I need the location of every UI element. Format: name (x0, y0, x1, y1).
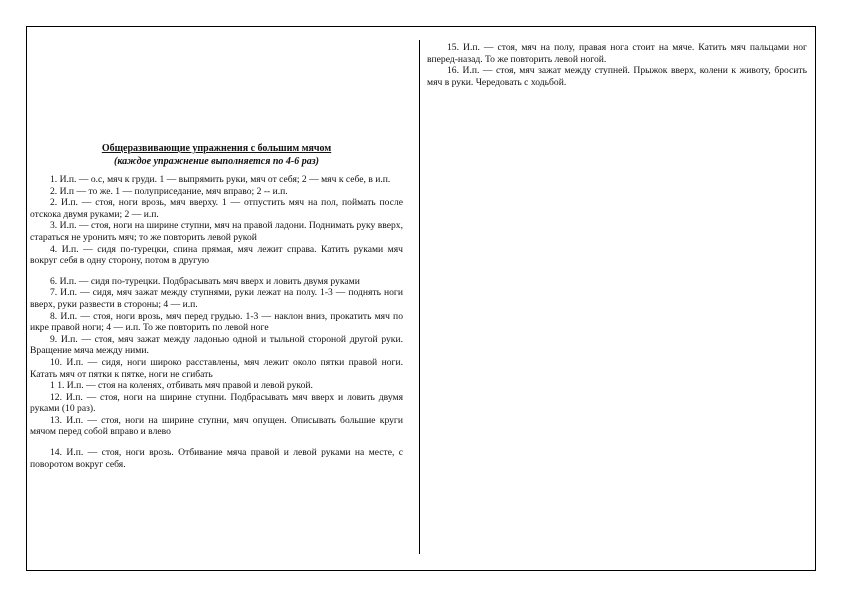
document-title: Общеразвивающие упражнения с большим мячом (101, 143, 332, 154)
exercise-item: 4. И.п. — сидя по-турецки, спина прямая, мяч лежит справа. Катить руками мяч вокруг себя в одну сторону, потом в другую (30, 243, 403, 267)
exercise-item: 16. И.п. — стоя, мяч зажат между ступней. Прыжок вверх, колени к животу, бросить мяч в руки. Чередовать с ходьбой. (427, 65, 807, 88)
exercise-item: 3. И.п. — стоя, ноги на ширине ступни, мяч на правой ладони. Поднимать руку вверх, стараться не уронить мяч; то же повторить левой рукой (30, 220, 403, 243)
left-column (30, 142, 403, 470)
exercise-item: 8. И.п. — стоя, ноги врозь, мяч перед грудью. 1-3 — наклон вниз, прокатить мяч по икре правой ноги; 4 — и.п. То же повторить по левой ноге (30, 310, 403, 334)
exercise-item: 13. И.п. — стоя, ноги на ширине ступни, мяч опущен. Описывать большие круги мячом перед собой вправо и влево (30, 414, 403, 438)
document-subtitle: (каждое упражнение выполняется по 4-6 раз) (114, 156, 319, 167)
exercise-item: 2. И.п. — стоя, ноги врозь, мяч вверху. 1 — отпустить мяч на пол, поймать после отскока двумя руками; 2 — и.п. (30, 197, 403, 220)
column-divider (419, 40, 420, 554)
exercise-item: 1. И.п. — о.с, мяч к груди. 1 — выпрямить руки, мяч от себя; 2 — мяч к себе, в и.п. (50, 174, 391, 185)
exercise-item: 1 1. И.п. — стоя на коленях, отбивать мяч правой и левой рукой. (50, 380, 313, 392)
exercise-item: 2. И.п — то же. 1 — полуприседание, мяч вправо; 2 -- и.п. (50, 185, 288, 197)
exercise-item: 10. И.п. — сидя, ноги широко расставлены, мяч лежит около пятки правой ноги. Катать мяч от пятки к пятке, ноги не сгибать (30, 356, 403, 380)
exercise-item: 9. И.п. — стоя, мяч зажат между ладонью одной и тыльной стороной другой руки. Вращение мяча между ними. (30, 333, 403, 357)
exercise-item: 6. И.п. — сидя по-турецки. Подбрасывать мяч вверх и ловить двумя руками (50, 275, 360, 287)
right-column (427, 42, 807, 88)
exercise-item: 14. И.п. — стоя, ноги врозь. Отбивание мяча правой и левой руками на месте, с поворотом вокруг себя. (30, 447, 403, 470)
exercise-item: 15. И.п. — стоя, мяч на полу, правая нога стоит на мяче. Катить мяч пальцами ног вперед-назад. То же повторить левой ногой. (427, 42, 807, 65)
exercise-item: 7. И.п. — сидя, мяч зажат между ступнями, руки лежат на полу. 1-3 — поднять ноги вверх, руки развести в стороны; 4 — и.п. (30, 287, 403, 310)
exercise-item: 12. И.п. — стоя, ноги на ширине ступни. Подбрасывать мяч вверх и ловить двумя руками (10 раз). (30, 391, 403, 415)
